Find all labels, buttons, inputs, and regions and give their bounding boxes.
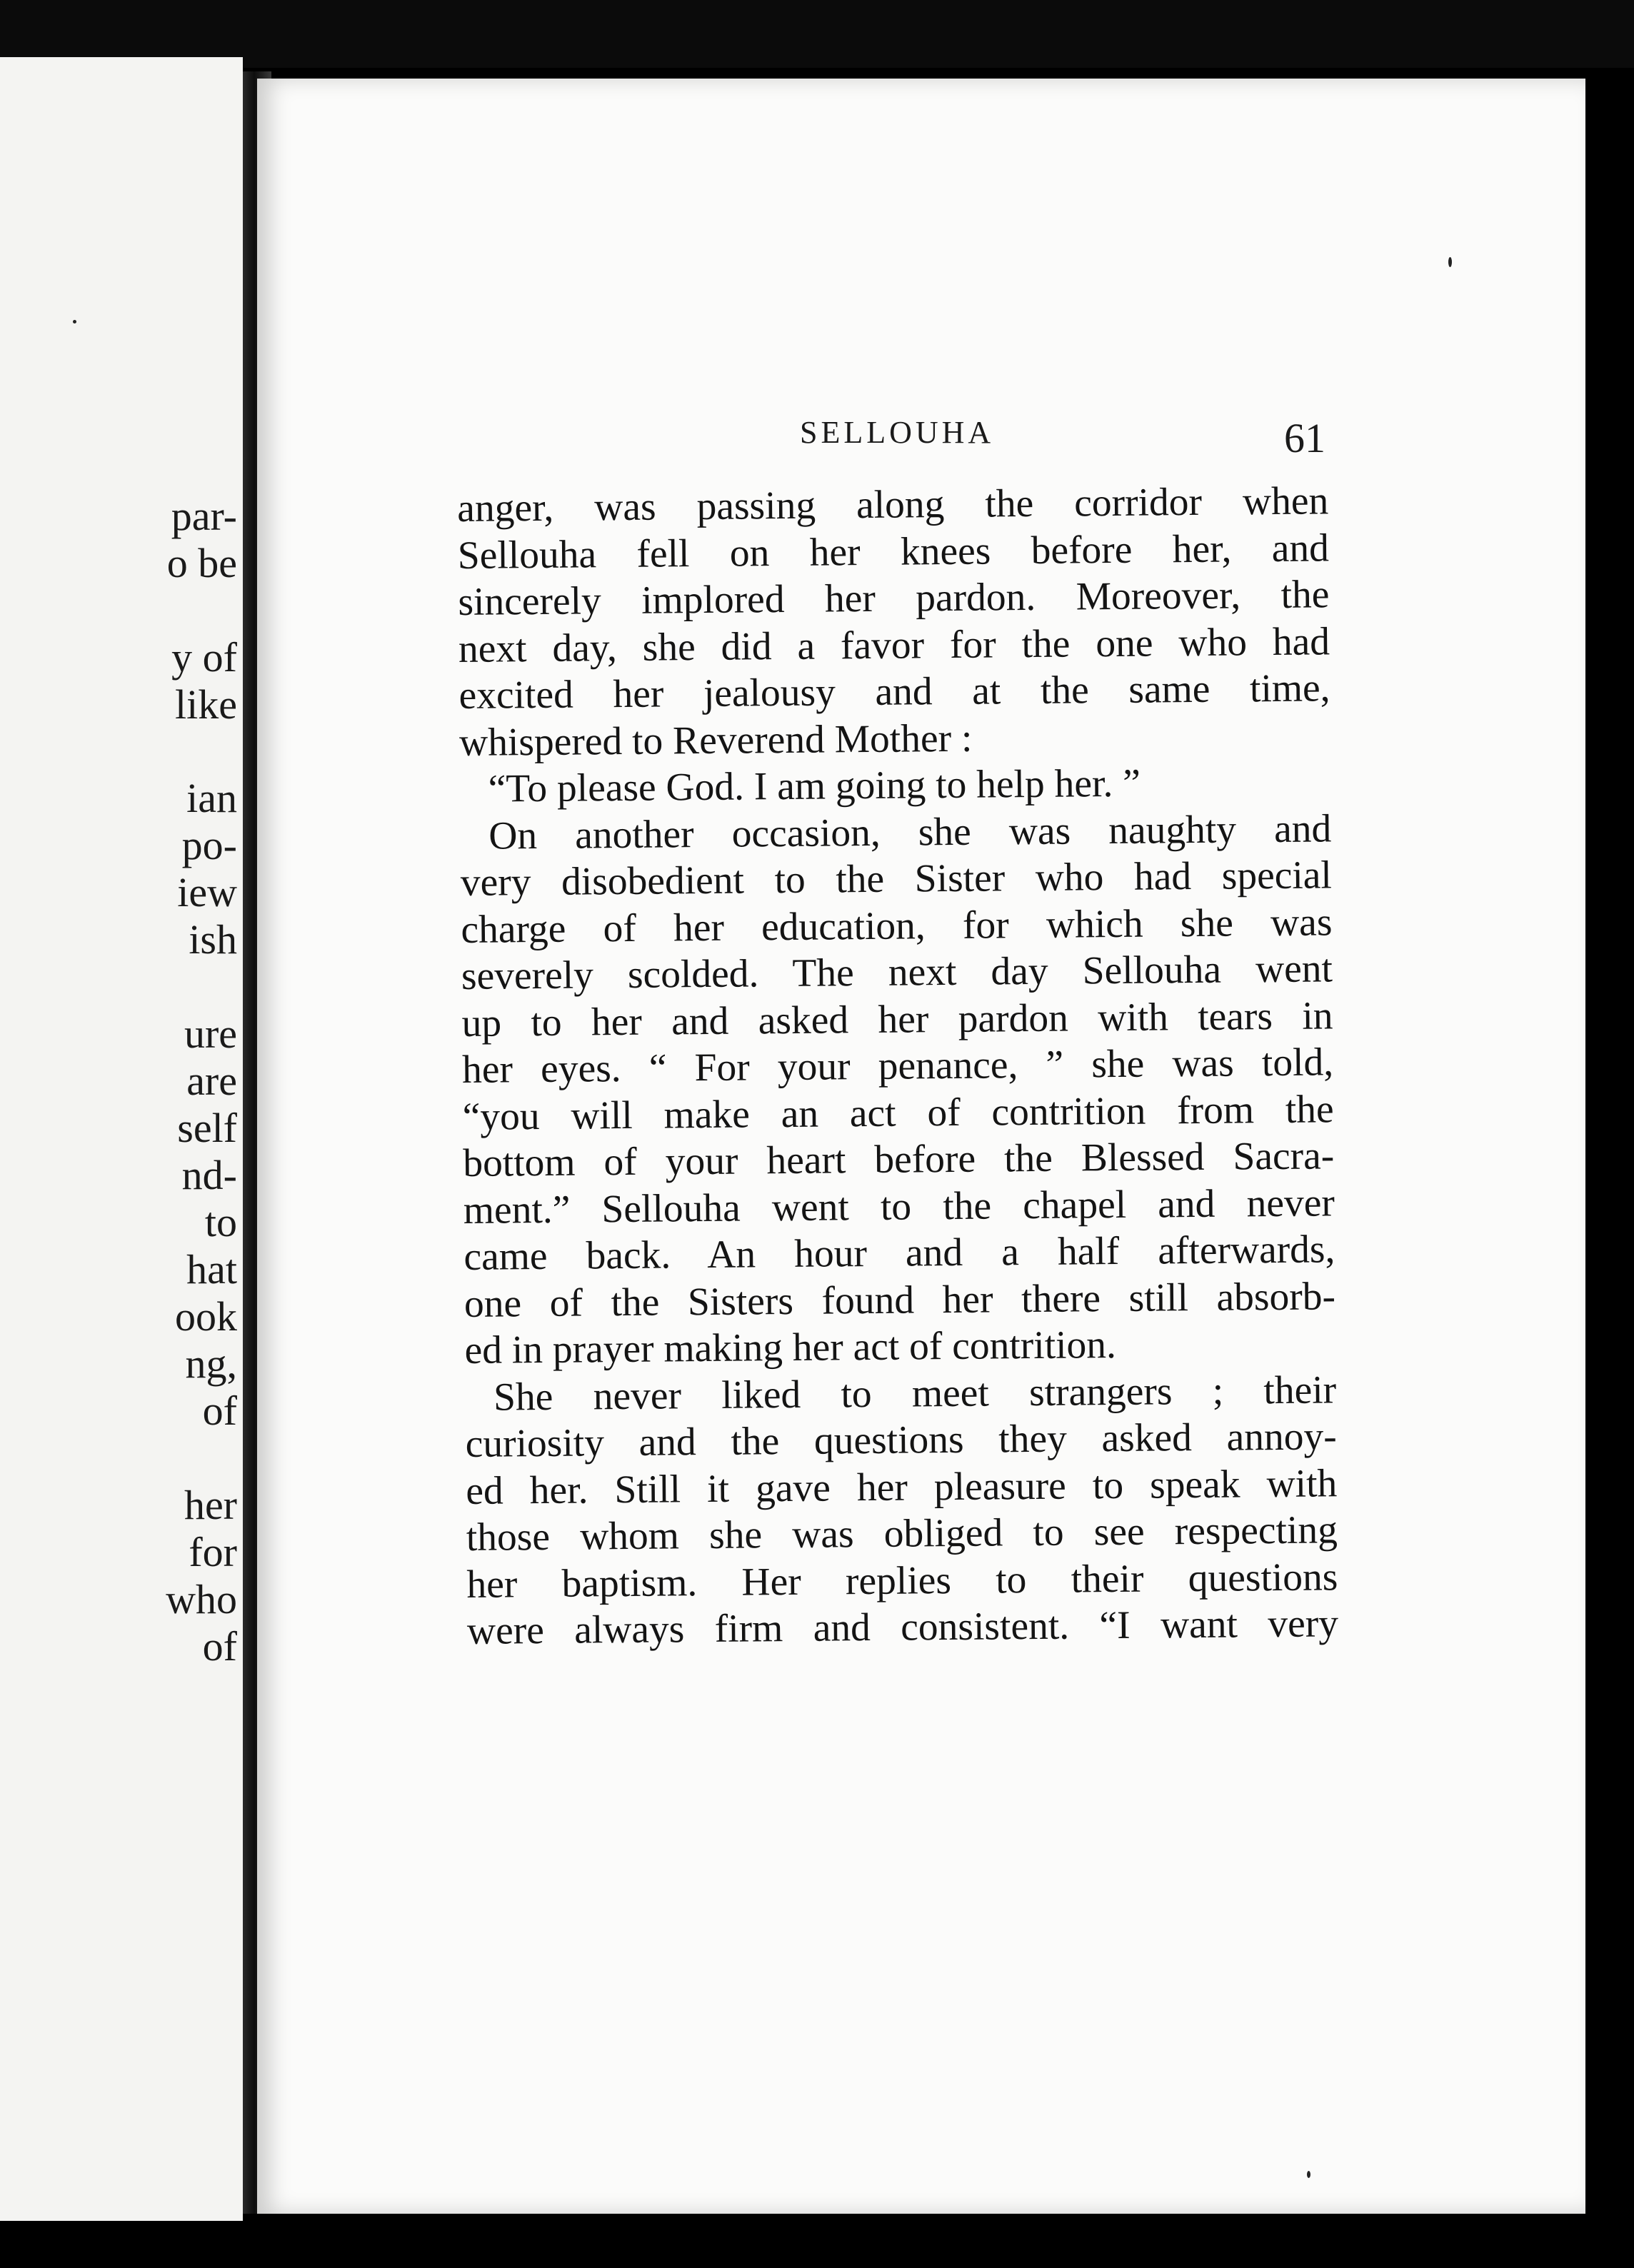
text-line: her eyes. “ For your penance, ” she was told, [461,1040,1334,1092]
text-line: very disobedient to the Sister who had special [460,853,1333,905]
facing-page-fragment: ure [184,1010,237,1057]
facing-page-fragment: ish [189,916,237,963]
text-line: severely scolded. The next day Sellouha went [461,947,1333,998]
facing-page-fragment: nd- [181,1152,237,1198]
text-line: whispered to Reverend Mother : [458,716,973,765]
facing-page [0,57,243,2221]
facing-page-fragment: par- [171,493,237,539]
text-line: bottom of your heart before the Blessed Sacra- [463,1134,1335,1185]
facing-page-fragment: self [177,1105,237,1151]
text-line: her baptism. Her replies to their questions [466,1555,1338,1607]
facing-page-fragment: are [186,1058,237,1104]
facing-page-fragment: ian [186,775,237,821]
text-line: On another occasion, she was naughty and [488,806,1332,858]
facing-page-fragment: iew [177,869,237,915]
facing-page-fragment: to [204,1199,237,1245]
facing-page-fragment: of [202,1623,237,1670]
facing-page-fragment: like [175,681,237,728]
facing-page-fragment: of [202,1388,237,1434]
scan-speck [1448,257,1452,267]
text-line: were always firm and consistent. “I want very [466,1602,1339,1653]
page-number: 61 [1284,415,1325,461]
running-head: SELLOUHA [800,415,995,450]
text-line: ment.” Sellouha went to the chapel and never [463,1180,1335,1233]
text-line: “To please God. I am going to help her. ” [488,761,1141,811]
text-line: Sellouha fell on her knees before her, and [457,526,1330,578]
page-body-text [457,478,1338,1655]
text-line: She never liked to meet strangers ; their [493,1368,1337,1420]
text-line: sincerely implored her pardon. Moreover, the [458,573,1330,624]
text-line: charge of her education, for which she was [461,900,1333,952]
text-line: up to her and asked her pardon with tears in [461,993,1333,1045]
text-line: next day, she did a favor for the one who had [458,619,1330,671]
facing-page-fragment: y of [171,634,237,681]
text-line: anger, was passing along the corridor when [457,479,1329,531]
facing-page-fragment: ng, [185,1340,237,1387]
facing-page-fragment: ook [175,1293,237,1340]
facing-page-fragment: her [184,1482,237,1528]
text-line: ed her. Still it gave her pleasure to speak with [466,1461,1338,1513]
facing-page-fragment: po- [181,822,237,868]
text-line: curiosity and the questions they asked annoy- [465,1415,1337,1466]
facing-page-fragment: o be [166,540,237,586]
scan-speck [1307,2171,1310,2178]
text-line: excited her jealousy and at the same time, [458,666,1330,718]
facing-page-fragment: for [189,1529,237,1575]
text-line: came back. An hour and a half afterwards, [463,1228,1335,1279]
scan-top-edge [0,0,1634,68]
text-line: “you will make an act of contrition from the [462,1087,1334,1139]
scan-speck [73,320,76,323]
facing-page-fragment: who [166,1576,237,1622]
facing-page-fragment: hat [186,1246,237,1293]
text-line: ed in prayer making her act of contrition. [464,1323,1117,1373]
text-line: those whom she was obliged to see respecting [466,1508,1338,1560]
text-line: one of the Sisters found her there still absorb- [463,1274,1336,1326]
